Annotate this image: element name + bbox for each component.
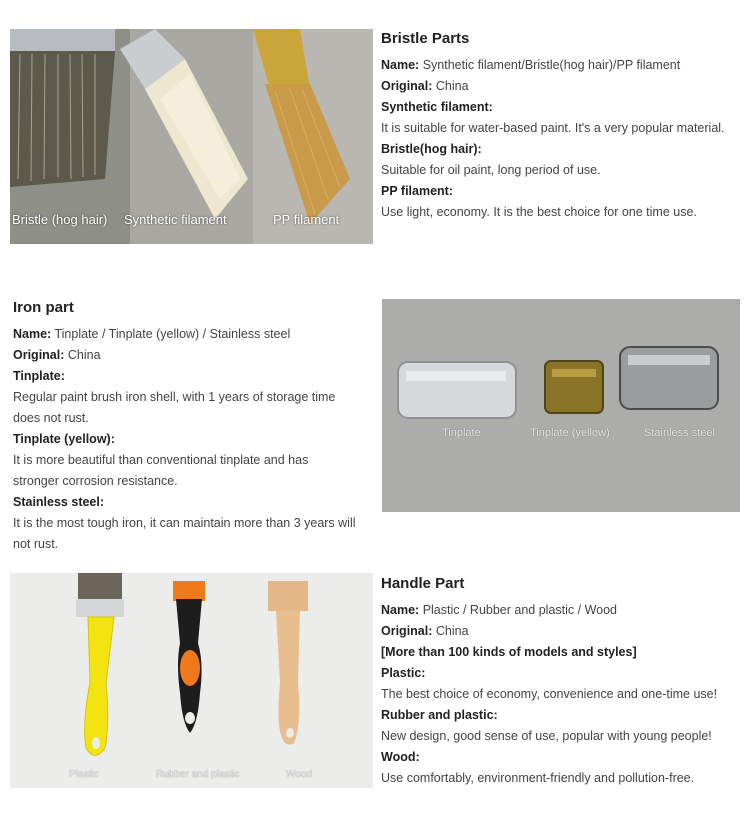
name-value: Tinplate / Tinplate (yellow) / Stainless steel (51, 327, 291, 341)
iron-photo (382, 299, 740, 512)
name-label: Name: (381, 58, 420, 72)
steel-text-1: It is the most tough iron, it can maintain more than 3 years will (13, 516, 356, 530)
rubber-text: New design, good sense of use, popular with young people! (381, 729, 712, 743)
iron-photo-art (382, 299, 740, 512)
plastic-text: The best choice of economy, convenience and one-time use! (381, 687, 718, 701)
caption-tinplate-yellow: Tinplate (yellow) (530, 427, 610, 439)
yellow-text-2: stronger corrosion resistance. (13, 474, 178, 488)
hog-text: Suitable for oil paint, long period of use. (381, 163, 601, 177)
original-value: China (64, 348, 101, 362)
handle-photo (10, 573, 373, 788)
handle-section (381, 575, 746, 789)
original-value: China (432, 79, 469, 93)
original-label: Original: (381, 624, 433, 638)
caption-stainless: Stainless steel (644, 427, 715, 439)
name-value: Synthetic filament/Bristle(hog hair)/PP filament (419, 58, 681, 72)
name-value: Plastic / Rubber and plastic / Wood (419, 603, 618, 617)
hog-heading: Bristle(hog hair): (381, 142, 482, 156)
bristle-original-line (381, 76, 746, 97)
wood-text: Use comfortably, environment-friendly and pollution-free. (381, 771, 695, 785)
bristle-title: Bristle Parts (381, 30, 470, 47)
synthetic-text: It is suitable for water-based paint. It's a very popular material. (381, 121, 725, 135)
steel-text-2: not rust. (13, 537, 59, 551)
pp-heading: PP filament: (381, 184, 454, 198)
bristle-name-line (381, 55, 746, 76)
caption-hog-hair: Bristle (hog hair) (12, 212, 108, 227)
synthetic-heading: Synthetic filament: (381, 100, 493, 114)
iron-section (13, 299, 378, 555)
tinplate-text-1: Regular paint brush iron shell, with 1 years of storage time (13, 390, 336, 404)
iron-title: Iron part (13, 299, 74, 316)
caption-pp: PP filament (273, 212, 340, 227)
rubber-heading: Rubber and plastic: (381, 708, 498, 722)
pp-text: Use light, economy. It is the best choice for one time use. (381, 205, 697, 219)
models-note: [More than 100 kinds of models and styles] (381, 645, 637, 659)
name-label: Name: (381, 603, 420, 617)
tinplate-text-2: does not rust. (13, 411, 89, 425)
handle-title: Handle Part (381, 575, 465, 592)
caption-plastic: Plastic (69, 769, 99, 780)
yellow-heading: Tinplate (yellow): (13, 432, 115, 446)
handle-photo-art (10, 573, 373, 788)
caption-tinplate: Tinplate (442, 427, 481, 439)
caption-rubber: Rubber and plastic (156, 769, 240, 780)
wood-heading: Wood: (381, 750, 420, 764)
original-value: China (432, 624, 469, 638)
steel-heading: Stainless steel: (13, 495, 105, 509)
yellow-text-1: It is more beautiful than conventional tinplate and has (13, 453, 309, 467)
bristle-photo (10, 29, 373, 244)
caption-wood: Wood (286, 769, 312, 780)
plastic-heading: Plastic: (381, 666, 426, 680)
name-label: Name: (13, 327, 52, 341)
original-label: Original: (13, 348, 65, 362)
bristle-section (381, 30, 746, 223)
original-label: Original: (381, 79, 433, 93)
caption-synthetic: Synthetic filament (124, 212, 227, 227)
tinplate-heading: Tinplate: (13, 369, 65, 383)
